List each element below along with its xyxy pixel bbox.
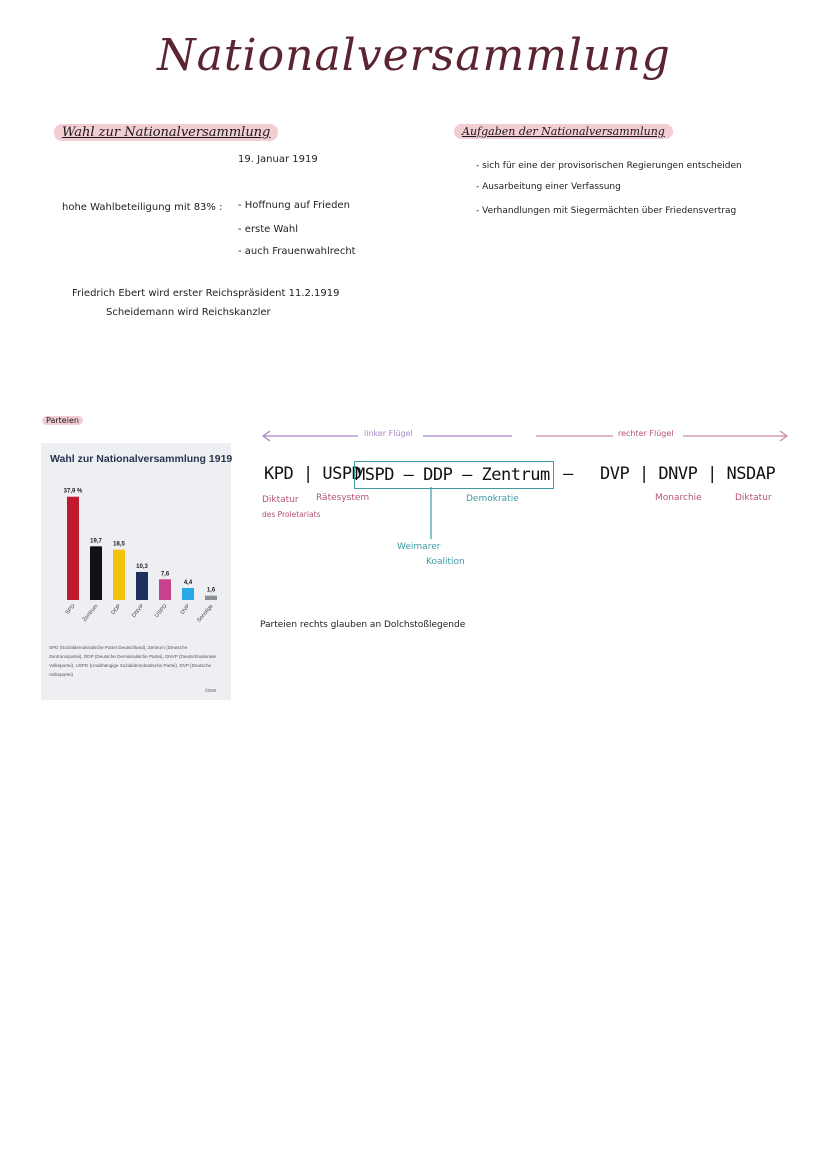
wahl-point-2: - erste Wahl [238, 224, 299, 235]
category-label-dvp: DVP [179, 603, 192, 616]
label-koalition: Koalition [426, 557, 465, 567]
bar-value-uspd: 7,6 [160, 571, 170, 578]
wahl-point-3: - auch Frauenwahlrecht [238, 246, 356, 257]
label-diktatur-right: Diktatur [735, 493, 772, 503]
parties-right: DVP | DNVP | NSDAP [600, 464, 776, 484]
category-label-zentrum: Zentrum [81, 603, 100, 623]
aufgaben-heading: Aufgaben der Nationalversammlung [454, 124, 673, 139]
category-label-ddp: DDP [110, 603, 123, 617]
bar-spd [67, 497, 79, 600]
bar-ddp [113, 550, 125, 600]
ebert-note: Friedrich Ebert wird erster Reichspräsident 11.2.1919 [72, 288, 340, 299]
chart-credit: ©DW [205, 688, 217, 693]
bar-value-dnvp: 10,3 [136, 563, 148, 570]
wahl-beteiligung: hohe Wahlbeteiligung mit 83% : [62, 202, 223, 213]
label-demokratie: Demokratie [466, 494, 519, 504]
bar-value-sonstige: 1,6 [206, 587, 216, 594]
category-label-spd: SPD [64, 603, 77, 616]
parties-left: KPD | USPD [264, 464, 362, 484]
chart-legend: SPD (Sozialdemokratische Partei Deutschland), Zentrum (Deutsche Zentrumspartei), DDP (Deutsche Demokratische Partei), DNVP (Deutschnationale Volkspartei), USPD (Unabhängige Sozialdemokratische Partei), DVP (Deutsche Volkspartei) [49, 645, 217, 677]
bar-value-ddp: 18,5 [113, 541, 125, 548]
label-raetesystem: Rätesystem [316, 493, 370, 503]
wahl-date: 19. Januar 1919 [238, 154, 318, 165]
aufgabe-1: - sich für eine der provisorischen Regierungen entscheiden [476, 161, 742, 171]
dolchstoss-note: Parteien rechts glauben an Dolchstoßlegende [260, 620, 466, 630]
bar-dvp [182, 588, 194, 600]
bar-dnvp [136, 572, 148, 600]
chart-plot [41, 473, 231, 638]
chart-title: Wahl zur Nationalversammlung 1919 [50, 453, 233, 465]
category-label-dnvp: DNVP [131, 603, 146, 619]
bar-sonstige [205, 596, 217, 600]
parties-coalition: MSPD — DDP — Zentrum [355, 465, 550, 485]
label-weimarer: Weimarer [397, 542, 441, 552]
bar-value-zentrum: 19,7 [90, 538, 102, 545]
page-title: Nationalversammlung [157, 30, 671, 81]
aufgabe-2: - Ausarbeitung einer Verfassung [476, 182, 621, 192]
fluegel-arrows [258, 426, 798, 446]
label-diktatur-left: Diktatur [262, 495, 299, 505]
bar-zentrum [90, 546, 102, 600]
rechter-fluegel: rechter Flügel [618, 429, 674, 438]
election-chart [41, 443, 231, 700]
wahl-heading: Wahl zur Nationalversammlung [54, 124, 278, 141]
category-label-sonstige: Sonstige [196, 603, 215, 624]
coalition-connector [428, 487, 434, 541]
label-proletariat: des Proletariats [262, 510, 321, 519]
bar-value-dvp: 4,4 [183, 580, 193, 587]
bar-value-spd: 37,9 % [63, 488, 83, 495]
wahl-point-1: - Hoffnung auf Frieden [238, 200, 350, 211]
coalition-box [354, 461, 554, 489]
parteien-label: Parteien [42, 416, 83, 425]
label-monarchie: Monarchie [655, 493, 702, 503]
category-label-uspd: USPD [154, 603, 169, 619]
linker-fluegel: linker Flügel [364, 429, 413, 438]
parties-dash: — [563, 464, 573, 484]
scheidemann-note: Scheidemann wird Reichskanzler [106, 307, 271, 318]
aufgabe-3: - Verhandlungen mit Siegermächten über Friedensvertrag [476, 206, 737, 216]
bar-uspd [159, 579, 171, 600]
